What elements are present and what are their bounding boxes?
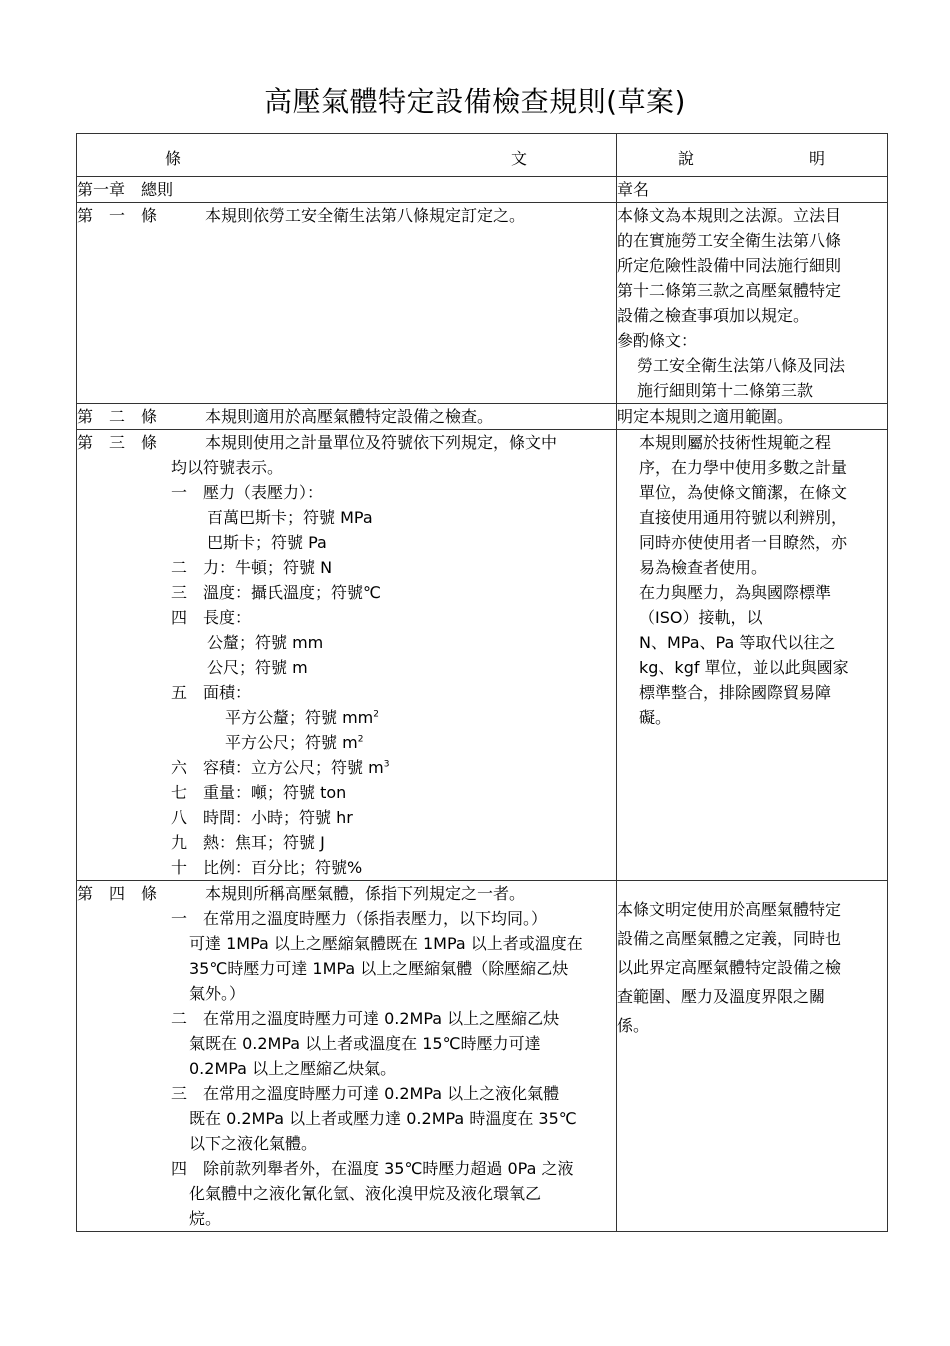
regulation-table [76, 133, 888, 1232]
header-article-char-2: 文 [511, 149, 528, 168]
note-line: N、MPa、Pa 等取代以往之 [639, 633, 836, 652]
item-line: 可達 1MPa 以上之壓縮氣體既在 1MPa 以上者或溫度在 [189, 934, 583, 953]
header-note-char-1: 說 [678, 149, 695, 168]
unit-item: 二 力：牛頓；符號 N [171, 558, 333, 577]
unit-item: 八 時間：小時；符號 hr [171, 808, 353, 827]
article-3-cell [77, 430, 617, 881]
note-line: 本條文為本規則之法源。立法目 [617, 206, 842, 225]
header-article-cell [77, 134, 617, 177]
chapter-note: 章名 [617, 177, 888, 203]
header-note-cell [617, 134, 888, 177]
article-4-row [77, 881, 888, 1232]
article-3-text-cont: 均以符號表示。 [171, 458, 284, 477]
unit-item-sq-m [77, 730, 616, 755]
definition-item-3 [77, 1081, 616, 1156]
article-2-number: 第 二 條 [77, 407, 158, 426]
definition-item-1 [77, 906, 616, 1006]
definition-item-2 [77, 1006, 616, 1081]
article-3-note [617, 430, 888, 881]
article-4-text: 本規則所稱高壓氣體，係指下列規定之一者。 [205, 884, 526, 903]
superscript: 2 [373, 709, 379, 720]
note-line: 直接使用通用符號以利辨別， [639, 508, 848, 527]
article-2-cell [77, 404, 617, 430]
header-note-char-2: 明 [809, 149, 826, 168]
item-line: 烷。 [189, 1209, 222, 1228]
article-2-text: 本規則適用於高壓氣體特定設備之檢查。 [205, 407, 494, 426]
definition-item-4 [77, 1156, 616, 1231]
article-2-note: 明定本規則之適用範圍。 [617, 404, 888, 430]
note-line: 勞工安全衛生法第八條及同法 [637, 356, 846, 375]
chapter-row [77, 177, 888, 203]
note-line: 在力與壓力，為與國際標準 [639, 583, 832, 602]
note-line: 設備之高壓氣體之定義，同時也 [617, 929, 842, 948]
unit-item: 十 比例：百分比；符號% [171, 858, 363, 877]
table-header-row [77, 134, 888, 177]
item-line: 氣外。） [189, 984, 246, 1003]
article-2-row [77, 404, 888, 430]
article-1-text: 本規則依勞工安全衛生法第八條規定訂定之。 [205, 206, 526, 225]
note-line: 同時亦使使用者一目瞭然，亦 [639, 533, 848, 552]
item-line: 一 在常用之溫度時壓力（係指表壓力，以下均同。） [171, 909, 548, 928]
item-line: 三 在常用之溫度時壓力可達 0.2MPa 以上之液化氣體 [171, 1084, 560, 1103]
item-line: 既在 0.2MPa 以上者或壓力達 0.2MPa 時溫度在 35℃ [189, 1109, 577, 1128]
item-line: 以下之液化氣體。 [189, 1134, 318, 1153]
note-line: 參酌條文： [617, 331, 698, 350]
unit-item: 九 熱：焦耳；符號 J [171, 833, 325, 852]
article-4-cell [77, 881, 617, 1232]
superscript: 2 [357, 734, 364, 745]
item-line: 二 在常用之溫度時壓力可達 0.2MPa 以上之壓縮乙炔 [171, 1009, 560, 1028]
note-line: 查範圍、壓力及溫度界限之關 [617, 987, 826, 1006]
chapter-label: 第一章 總則 [77, 177, 617, 203]
unit-item: 七 重量：噸；符號 ton [171, 783, 347, 802]
note-line: 施行細則第十二條第三款 [637, 381, 814, 400]
item-line: 四 除前款列舉者外，在溫度 35℃時壓力超過 0Pa 之液 [171, 1159, 574, 1178]
article-1-note [617, 203, 888, 404]
unit-item: 五 面積： [171, 683, 252, 702]
unit-item: 巴斯卡；符號 Pa [207, 533, 327, 552]
note-line: 設備之檢查事項加以規定。 [617, 306, 810, 325]
item-line: 氣既在 0.2MPa 以上者或溫度在 15℃時壓力可達 [189, 1034, 541, 1053]
article-3-text: 本規則使用之計量單位及符號依下列規定，條文中 [205, 433, 558, 452]
unit-text: 平方公尺；符號 m [225, 733, 358, 752]
note-line: 易為檢查者使用。 [639, 558, 768, 577]
note-line: 礙。 [639, 708, 672, 727]
unit-item-cubic [77, 755, 616, 780]
note-line: 第十二條第三款之高壓氣體特定 [617, 281, 842, 300]
unit-item: 公尺；符號 m [207, 658, 308, 677]
unit-text: 平方公釐；符號 mm [225, 708, 374, 727]
unit-text: 六 容積：立方公尺；符號 m [171, 758, 384, 777]
article-1-cell [77, 203, 617, 404]
unit-item-sq-mm [77, 705, 616, 730]
note-line: kg、kgf 單位，並以此與國家 [639, 658, 849, 677]
item-line: 35℃時壓力可達 1MPa 以上之壓縮氣體（除壓縮乙炔 [189, 959, 569, 978]
item-line: 化氣體中之液化氰化氫、液化溴甲烷及液化環氧乙 [189, 1184, 542, 1203]
unit-item: 四 長度： [171, 608, 252, 627]
unit-item: 三 溫度：攝氏溫度；符號℃ [171, 583, 381, 602]
article-4-number: 第 四 條 [77, 884, 158, 903]
unit-item: 一 壓力（表壓力）： [171, 483, 324, 502]
unit-item: 百萬巴斯卡；符號 MPa [207, 508, 373, 527]
note-line: 序，在力學中使用多數之計量 [639, 458, 848, 477]
article-3-number: 第 三 條 [77, 433, 158, 452]
article-1-number: 第 一 條 [77, 206, 158, 225]
note-line: 本規則屬於技術性規範之程 [639, 433, 832, 452]
note-line: 係。 [617, 1016, 650, 1035]
superscript: 3 [383, 759, 390, 770]
note-line: 標準整合，排除國際貿易障 [639, 683, 832, 702]
article-4-note [617, 881, 888, 1232]
note-line: 所定危險性設備中同法施行細則 [617, 256, 842, 275]
note-line: 的在實施勞工安全衛生法第八條 [617, 231, 842, 250]
article-1-row [77, 203, 888, 404]
note-line: 本條文明定使用於高壓氣體特定 [617, 900, 842, 919]
header-article-char-1: 條 [165, 149, 182, 168]
unit-item: 公釐；符號 mm [207, 633, 324, 652]
note-line: （ISO）接軌，以 [639, 608, 763, 627]
note-line: 以此界定高壓氣體特定設備之檢 [617, 958, 842, 977]
document-title: 高壓氣體特定設備檢查規則(草案) [264, 85, 686, 118]
note-line: 單位，為使條文簡潔，在條文 [639, 483, 848, 502]
item-line: 0.2MPa 以上之壓縮乙炔氣。 [189, 1059, 397, 1078]
article-3-row [77, 430, 888, 881]
